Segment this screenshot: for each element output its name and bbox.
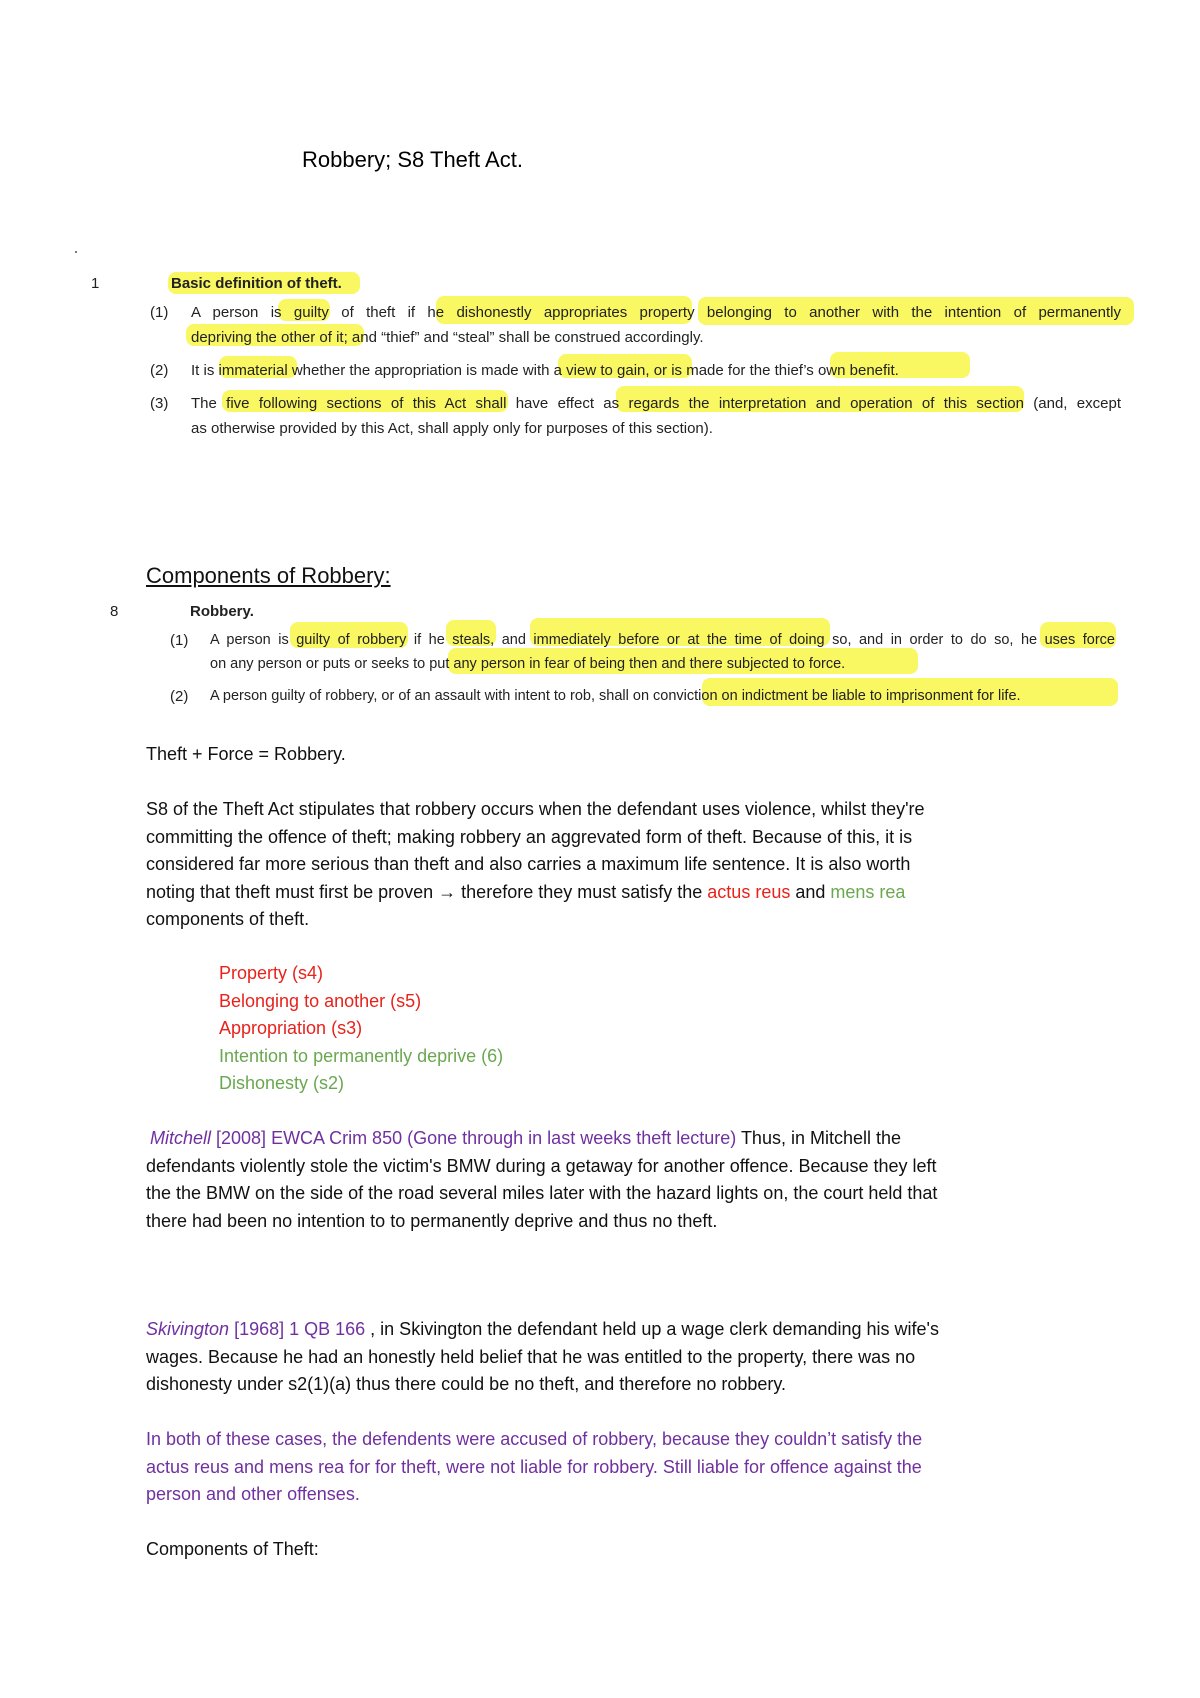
case-name: Skivington [146, 1319, 230, 1339]
section-number: 8 [110, 603, 119, 620]
paragraph-line: defendants violently stole the victim's BMW during a getaway for another offence. Because they left [146, 1155, 937, 1176]
subsection-text: The five following sections of this Act shall have effect as regards the interpretation and operation of this section (and, except [191, 395, 1121, 412]
subsection-text: A person guilty of robbery, or of an assault with intent to rob, shall on conviction on indictment be liable to imprisonment for life. [210, 688, 1021, 704]
section-heading-components-robbery: Components of Robbery: [146, 563, 391, 588]
paragraph-line: there had been no intention to to permanently deprive and thus no theft. [146, 1210, 718, 1231]
paragraph-text: therefore they must satisfy the [456, 881, 708, 902]
paragraph-line: S8 of the Theft Act stipulates that robbery occurs when the defendant uses violence, whilst they're [146, 799, 925, 819]
conclusion-line: actus reus and mens rea for for theft, were not liable for robbery. Still liable for offence against the [146, 1456, 922, 1477]
paragraph-line [146, 879, 905, 907]
element-item: Dishonesty (s2) [219, 1073, 345, 1093]
section-number: 1 [91, 275, 100, 292]
subsection-number: (1) [150, 304, 169, 321]
element-item: Property (s4) [219, 963, 324, 983]
paragraph-text: and [790, 881, 831, 902]
subsection-text: A person is guilty of robbery if he steals, and immediately before or at the time of doing so, and in order to do so, he uses force [210, 632, 1115, 648]
subsection-number: (2) [150, 362, 169, 379]
conclusion-line: In both of these cases, the defendents were accused of robbery, because they couldn’t satisfy the [146, 1429, 923, 1449]
paragraph-line: the the BMW on the side of the road several miles later with the hazard lights on, the court held that [146, 1183, 938, 1203]
case-name: Mitchell [150, 1128, 212, 1148]
subsection-number: (2) [170, 688, 189, 705]
paragraph-line: wages. Because he had an honestly held belief that he was entitled to the property, there was no [146, 1346, 916, 1367]
subsection-text: A person is guilty of theft if he dishonestly appropriates property belonging to another with the intention of permanently [191, 304, 1121, 321]
subsection-number: (1) [170, 632, 189, 649]
mens-rea-term: mens rea [830, 881, 906, 902]
subsection-number: (3) [150, 395, 169, 412]
subsection-text: on any person or puts or seeks to put any person in fear of being then and there subjected to force. [210, 656, 846, 672]
equation-text: Theft + Force = Robbery. [146, 744, 346, 764]
paragraph-line: components of theft. [146, 909, 310, 929]
paragraph-line: considered far more serious than theft and also carries a maximum life sentence. It is also worth [146, 854, 911, 874]
stray-mark [75, 251, 77, 253]
conclusion-line: person and other offenses. [146, 1484, 360, 1504]
paragraph-text: Thus, in Mitchell the [736, 1128, 902, 1148]
case-citation: [1968] 1 QB 166 [229, 1319, 366, 1339]
paragraph-text: noting that theft must first be proven [146, 881, 434, 902]
section-heading: Robbery. [190, 603, 254, 620]
element-item: Belonging to another (s5) [219, 990, 422, 1011]
paragraph-text: , in Skivington the defendant held up a wage clerk demanding his wife's [365, 1319, 939, 1339]
section-heading-components-theft: Components of Theft: [146, 1539, 319, 1559]
case-first-line [146, 1316, 939, 1344]
case-citation: [2008] EWCA Crim 850 (Gone through in last weeks theft lecture) [211, 1128, 737, 1148]
paragraph-line: dishonesty under s2(1)(a) thus there could be no theft, and therefore no robbery. [146, 1374, 787, 1394]
subsection-text: It is immaterial whether the appropriation is made with a view to gain, or is made for the thief’s own benefit. [191, 362, 899, 379]
actus-reus-term: actus reus [707, 881, 791, 902]
element-item: Appropriation (s3) [219, 1018, 363, 1038]
paragraph-line: committing the offence of theft; making robbery an aggrevated form of theft. Because of this, it is [146, 826, 913, 847]
arrow-icon: → [438, 881, 457, 902]
case-first-line [150, 1125, 901, 1153]
page-title: Robbery; S8 Theft Act. [302, 147, 523, 172]
element-item: Intention to permanently deprive (6) [219, 1045, 504, 1066]
section-heading: Basic definition of theft. [171, 275, 342, 292]
subsection-text: as otherwise provided by this Act, shall apply only for purposes of this section). [191, 420, 713, 437]
subsection-text: depriving the other of it; and “thief” and “steal” shall be construed accordingly. [191, 329, 704, 346]
